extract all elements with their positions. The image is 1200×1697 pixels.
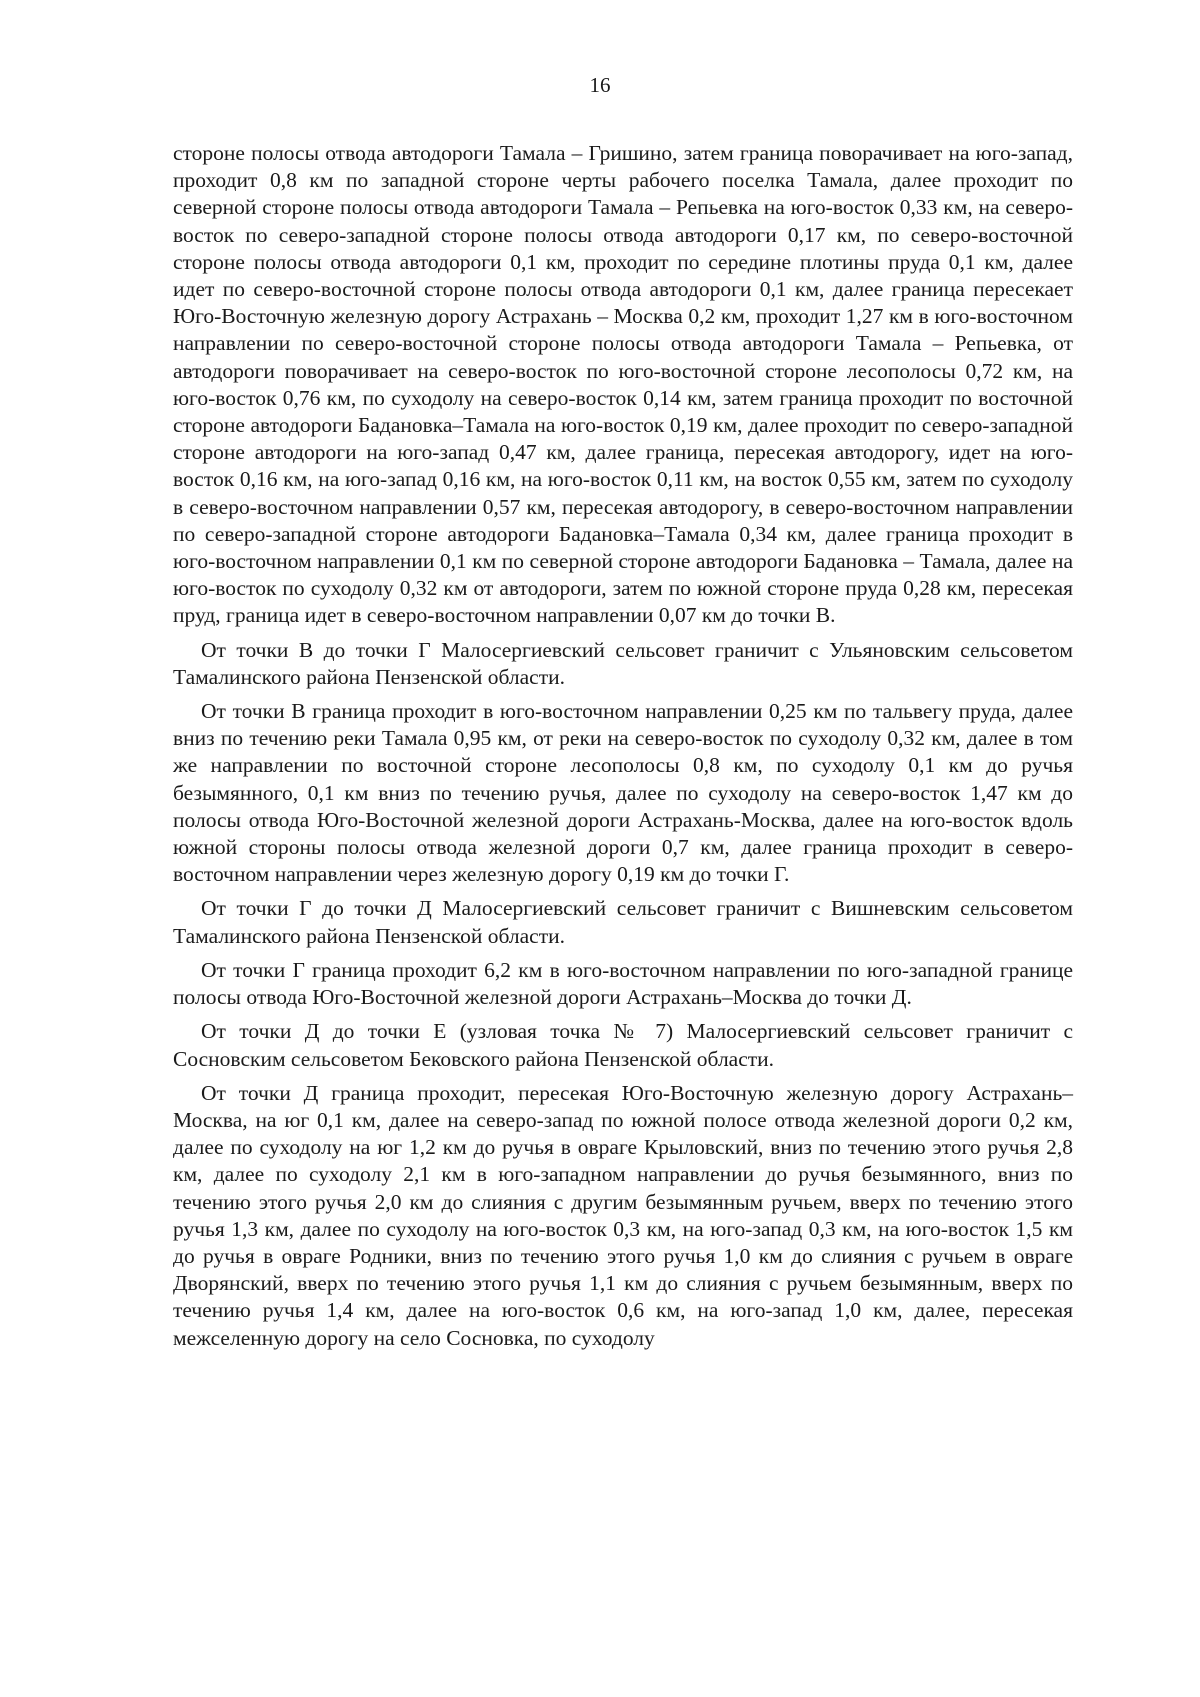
page-number: 16: [589, 73, 611, 97]
document-body: [173, 140, 1073, 1359]
paragraph-segment-g-d-neighbor: От точки Г до точки Д Малосергиевский сельсовет граничит с Вишневским сельсоветом Тамалинского района Пензенской области.: [173, 896, 1073, 948]
paragraph-segment-g-d-route: От точки Г граница проходит 6,2 км в юго-восточном направлении по юго-западной границе полосы отвода Юго-Восточной железной дороги Астрахань–Москва до точки Д.: [173, 957, 1073, 1010]
paragraph-segment-v-g-route: От точки В граница проходит в юго-восточном направлении 0,25 км по тальвегу пруда, далее вниз по течению реки Тамала 0,95 км, от реки на северо-восток по суходолу 0,32 км, далее в том же направлении по восточной стороне лесополосы 0,8 км, по суходолу 0,1 км до ручья безымянного, 0,1 км вниз по течению ручья, далее по суходолу на северо-восток 1,47 км до полосы отвода Юго-Восточной железной дороги Астрахань-Москва, далее на юго-восток вдоль южной стороны полосы отвода железной дороги 0,7 км, далее граница проходит в северо-восточном направлении через железную дорогу 0,19 км до точки Г.: [173, 699, 1073, 887]
paragraph-continuation: стороне полосы отвода автодороги Тамала – Гришино, затем граница поворачивает на юго-запад, проходит 0,8 км по западной стороне черты рабочего поселка Тамала, далее проходит по северной стороне полосы отвода автодороги Тамала – Репьевка на юго-восток 0,33 км, на северо-восток по северо-западной стороне полосы отвода автодороги 0,17 км, по северо-восточной стороне полосы отвода автодороги 0,1 км, проходит по середине плотины пруда 0,1 км, далее идет по северо-восточной стороне полосы отвода автодороги 0,1 км, далее граница пересекает Юго-Восточную железную дорогу Астрахань – Москва 0,2 км, проходит 1,27 км в юго-восточном направлении по северо-восточной стороне полосы отвода автодороги Тамала – Репьевка, от автодороги поворачивает на северо-восток по юго-восточной стороне лесополосы 0,72 км, на юго-восток 0,76 км, по суходолу на северо-восток 0,14 км, затем граница проходит по восточной стороне автодороги Бадановка–Тамала на юго-восток 0,19 км, далее проходит по северо-западной стороне автодороги на юго-запад 0,47 км, далее граница, пересекая автодорогу, идет на юго-восток 0,16 км, на юго-запад 0,16 км, на юго-восток 0,11 км, на восток 0,55 км, затем по суходолу в северо-восточном направлении 0,57 км, пересекая автодорогу, в северо-восточном направлении по северо-западной стороне автодороги Бадановка–Тамала 0,34 км, далее граница проходит в юго-восточном направлении 0,1 км по северной стороне автодороги Бадановка – Тамала, далее на юго-восток по суходолу 0,32 км от автодороги, затем по южной стороне пруда 0,28 км, пересекая пруд, граница идет в северо-восточном направлении 0,07 км до точки В.: [173, 141, 1073, 628]
paragraph-segment-d-e-neighbor: От точки Д до точки Е (узловая точка № 7) Малосергиевский сельсовет граничит с Сосновским сельсоветом Бековского района Пензенской области.: [173, 1019, 1073, 1071]
paragraph-segment-v-g-neighbor: От точки В до точки Г Малосергиевский сельсовет граничит с Ульяновским сельсоветом Тамалинского района Пензенской области.: [173, 637, 1073, 689]
paragraph-segment-d-e-route: От точки Д граница проходит, пересекая Юго-Восточную железную дорогу Астрахань–Москва, на юг 0,1 км, далее на северо-запад по южной полосе отвода железной дороги 0,2 км, далее по суходолу на юг 1,2 км до ручья в овраге Крыловский, вниз по течению этого ручья 2,8 км, далее по суходолу 2,1 км в юго-западном направлении до ручья безымянного, вниз по течению этого ручья 2,0 км до слияния с другим безымянным ручьем, вверх по течению этого ручья 1,3 км, далее по суходолу на юго-восток 0,3 км, на юго-запад 0,3 км, на юго-восток 1,5 км до ручья в овраге Родники, вниз по течению этого ручья 1,0 км до слияния с ручьем в овраге Дворянский, вверх по течению этого ручья 1,1 км до слияния с ручьем безымянным, вверх по течению ручья 1,4 км, далее на юго-восток 0,6 км, на юго-запад 1,0 км, далее, пересекая межселенную дорогу на село Сосновка, по суходолу: [173, 1080, 1073, 1350]
